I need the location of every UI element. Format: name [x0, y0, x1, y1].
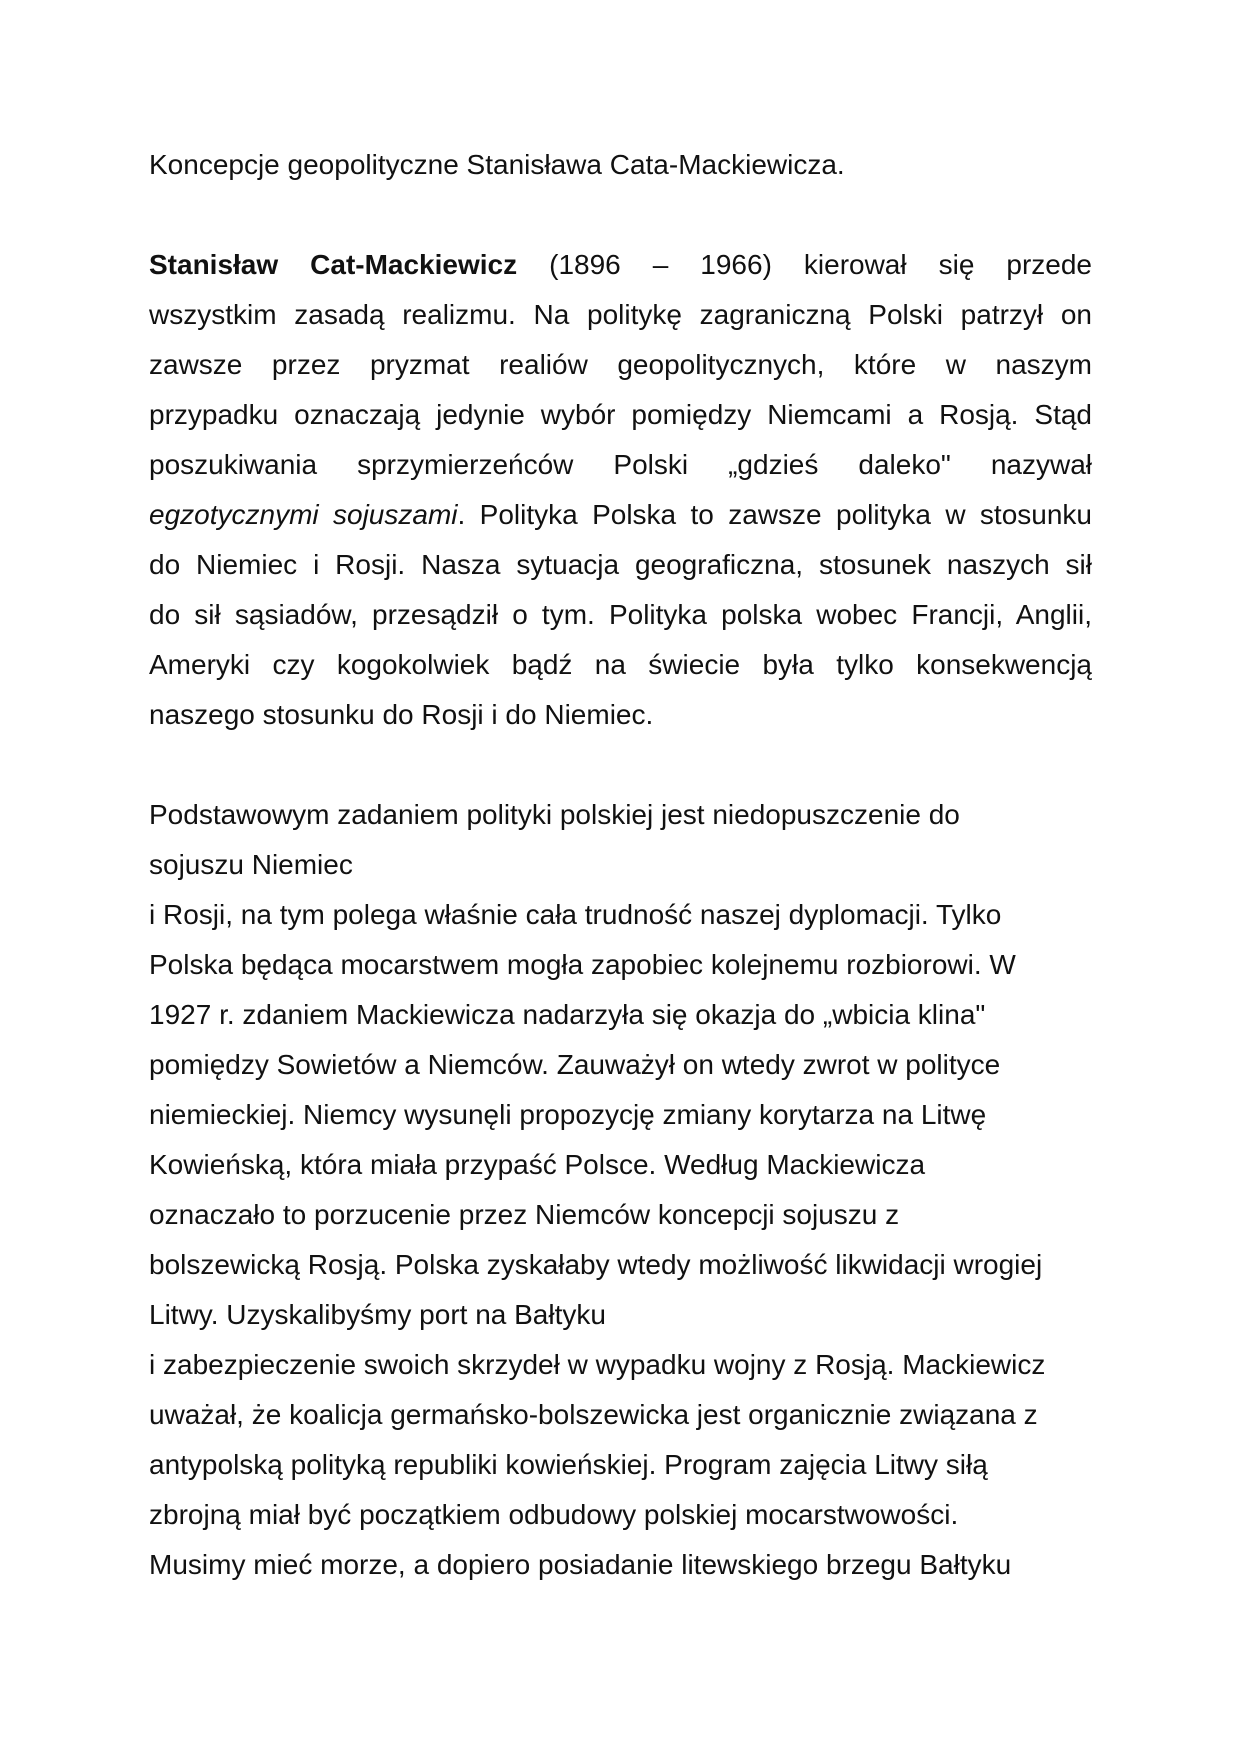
- text-line: [149, 390, 1092, 440]
- text-line: Podstawowym zadaniem polityki polskiej jest niedopuszczenie do: [149, 799, 960, 830]
- text-line: zbrojną miał być początkiem odbudowy polskiej mocarstwowości.: [149, 1499, 959, 1530]
- text-line: bolszewicką Rosją. Polska zyskałaby wtedy możliwość likwidacji wrogiej: [149, 1249, 1043, 1280]
- text-line: [149, 640, 1092, 690]
- text-segment: do Niemiec i Rosji. Nasza sytuacja geograficzna, stosunek naszych sił: [149, 549, 1092, 580]
- text-line: [149, 290, 1092, 340]
- text-line: antypolską polityką republiki kowieńskiej. Program zajęcia Litwy siłą: [149, 1449, 988, 1480]
- text-line: i zabezpieczenie swoich skrzydeł w wypadku wojny z Rosją. Mackiewicz: [149, 1349, 1046, 1380]
- blank-line: [149, 740, 1092, 790]
- text-line: uważał, że koalicja germańsko-bolszewicka jest organicznie związana z: [149, 1399, 1038, 1430]
- text-line: Litwy. Uzyskalibyśmy port na Bałtyku: [149, 1299, 606, 1330]
- text-line: niemieckiej. Niemcy wysunęli propozycję zmiany korytarza na Litwę: [149, 1099, 987, 1130]
- paragraph-1: [149, 240, 1092, 740]
- text-line: i Rosji, na tym polega właśnie cała trudność naszej dyplomacji. Tylko: [149, 899, 1002, 930]
- text-segment: do sił sąsiadów, przesądził o tym. Polityka polska wobec Francji, Anglii,: [149, 599, 1092, 630]
- document-page: [149, 140, 1092, 1590]
- text-line: oznaczało to porzucenie przez Niemców koncepcji sojuszu z: [149, 1199, 900, 1230]
- text-segment: . Polityka Polska to zawsze polityka w stosunku: [457, 499, 1092, 530]
- text-segment: zawsze przez pryzmat realiów geopolitycznych, które w naszym: [149, 349, 1092, 380]
- text-segment: przypadku oznaczają jedynie wybór pomiędzy Niemcami a Rosją. Stąd: [149, 399, 1092, 430]
- text-segment: naszego stosunku do Rosji i do Niemiec.: [149, 699, 654, 730]
- text-segment: wszystkim zasadą realizmu. Na politykę zagraniczną Polski patrzył on: [149, 299, 1092, 330]
- bold-text: Stanisław Cat-Mackiewicz: [149, 249, 518, 280]
- text-line: [149, 240, 1092, 290]
- text-line: Polska będąca mocarstwem mogła zapobiec kolejnemu rozbiorowi. W: [149, 949, 1016, 980]
- text-segment: Ameryki czy kogokolwiek bądź na świecie była tylko konsekwencją: [149, 649, 1092, 680]
- text-line: [149, 340, 1092, 390]
- text-segment: poszukiwania sprzymierzeńców Polski „gdzieś daleko" nazywał: [149, 449, 1092, 480]
- text-line: 1927 r. zdaniem Mackiewicza nadarzyła się okazja do „wbicia klina": [149, 999, 986, 1030]
- text-line: [149, 590, 1092, 640]
- blank-line: [149, 190, 1092, 240]
- document-title: Koncepcje geopolityczne Stanisława Cata-Mackiewicza.: [149, 149, 845, 180]
- text-line: pomiędzy Sowietów a Niemców. Zauważył on wtedy zwrot w polityce: [149, 1049, 1001, 1080]
- text-line: [149, 540, 1092, 590]
- text-line: [149, 440, 1092, 490]
- text-line: Kowieńską, która miała przypaść Polsce. Według Mackiewicza: [149, 1149, 926, 1180]
- italic-text: egzotycznymi sojuszami: [149, 499, 458, 530]
- text-segment: (1896 – 1966) kierował się przede: [517, 249, 1092, 280]
- paragraph-2: [149, 790, 1092, 1590]
- text-line: sojuszu Niemiec: [149, 849, 353, 880]
- text-line: Musimy mieć morze, a dopiero posiadanie litewskiego brzegu Bałtyku: [149, 1549, 1012, 1580]
- text-line: [149, 690, 1092, 740]
- text-line: [149, 490, 1092, 540]
